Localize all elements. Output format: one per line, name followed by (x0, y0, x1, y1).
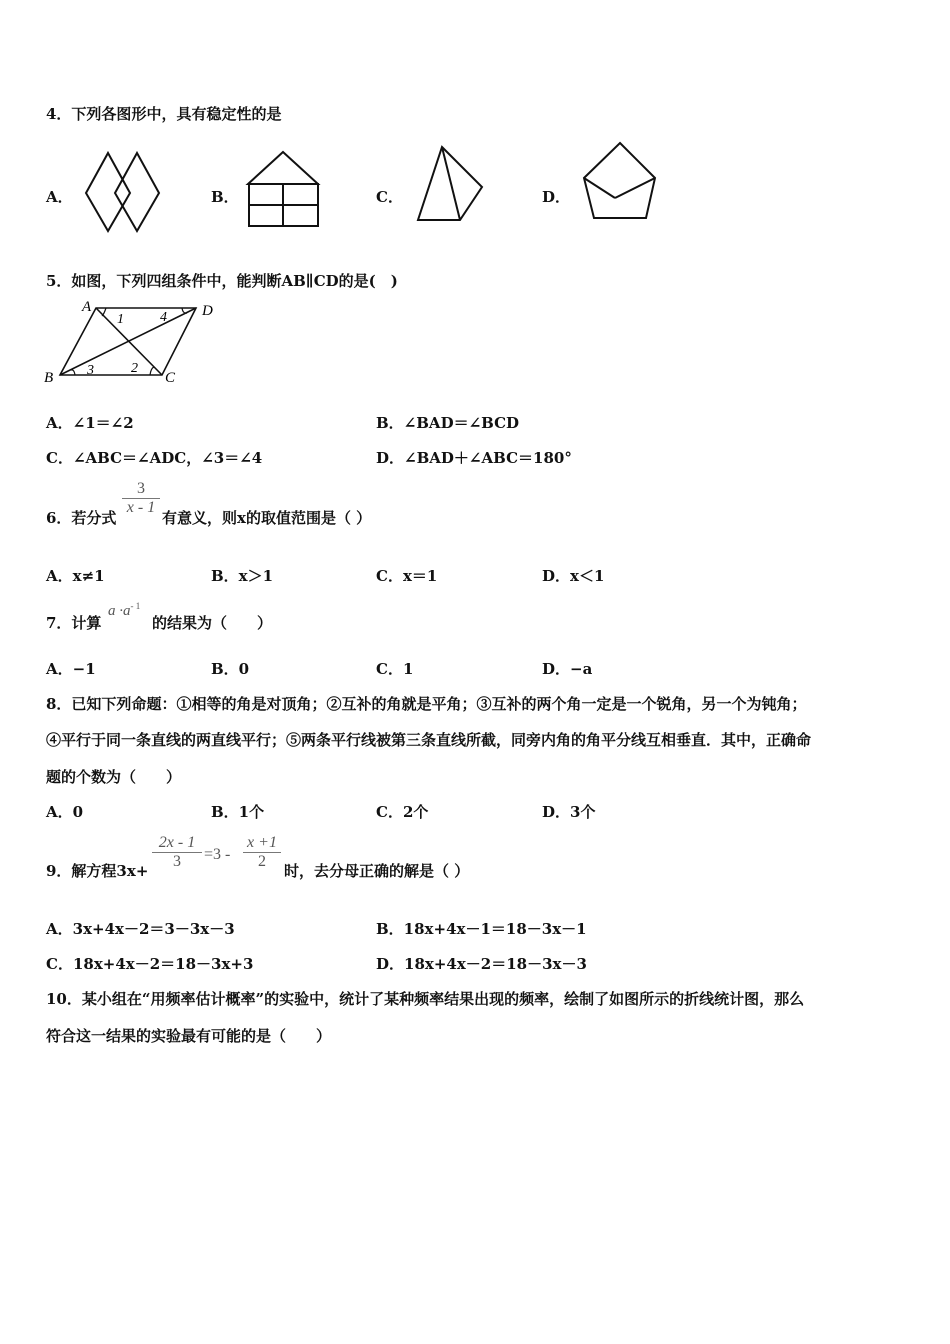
q8-option-d[interactable]: D．3个 (542, 803, 596, 821)
q6-option-d[interactable]: D．x＜1 (542, 567, 605, 585)
q10-line-1: 10．某小组在“用频率估计概率”的实验中，统计了某种频率结果出现的频率，绘制了如图所示的折线统计图，那么 (46, 990, 805, 1008)
q8-option-c[interactable]: C．2个 (376, 803, 429, 821)
q5-angle-1: 1 (117, 312, 124, 327)
q6-option-a[interactable]: A．x≠1 (46, 567, 105, 585)
q10-line-2: 符合这一结果的实验最有可能的是（ ） (46, 1027, 332, 1045)
q9-fraction-1 (152, 834, 202, 871)
q7-option-b[interactable]: B．0 (211, 660, 250, 678)
q5-angle-2: 2 (131, 361, 138, 376)
q9-option-a[interactable]: A．3x+4x－2＝3－3x－3 (46, 920, 235, 938)
q7-option-d[interactable]: D．−a (542, 660, 593, 678)
q5-option-b[interactable]: B．∠BAD＝∠BCD (376, 414, 520, 432)
q6-option-c[interactable]: C．x＝1 (376, 567, 438, 585)
q4-figure-d-pentagon-envelope (582, 140, 660, 222)
q5-label-a: A (82, 299, 92, 315)
q8-line-3: 题的个数为（ ） (46, 768, 182, 786)
q8-option-b[interactable]: B．1个 (211, 803, 265, 821)
q9-option-d[interactable]: D．18x+4x－2＝18－3x－3 (376, 955, 587, 973)
q5-option-d[interactable]: D．∠BAD＋∠ABC＝180° (376, 449, 572, 467)
q4-option-c-label[interactable]: C． (376, 188, 403, 206)
q9-fraction-2-numerator: x +1 (247, 834, 277, 851)
q5-parallelogram-figure (40, 298, 230, 390)
q7-expression-base: a ·a (108, 603, 131, 619)
q9-fraction-2-denominator: 2 (258, 853, 266, 870)
q9-fraction-1-numerator: 2x - 1 (158, 834, 196, 851)
q6-suffix: 有意义，则x的取值范围是（ ） (162, 509, 372, 527)
q6-option-b[interactable]: B．x＞1 (211, 567, 274, 585)
q5-option-c[interactable]: C．∠ABC＝∠ADC，∠3＝∠4 (46, 449, 263, 467)
q7-prefix: 7．计算 (46, 614, 102, 632)
q9-prefix: 9．解方程3x+ (46, 862, 149, 880)
q4-figure-a-two-rhombuses (84, 150, 164, 234)
q8-line-1: 8．已知下列命题：①相等的角是对顶角；②互补的角就是平角；③互补的两个角一定是一个锐角，另一个为钝角； (46, 695, 807, 713)
q4-figure-c-tetrahedron (414, 144, 488, 224)
q4-option-d-label[interactable]: D． (542, 188, 571, 206)
q7-option-a[interactable]: A．−1 (46, 660, 96, 678)
q5-stem: 5．如图，下列四组条件中，能判断AB∥CD的是( ) (46, 272, 398, 290)
q4-figure-b-house (246, 150, 322, 230)
q9-fraction-1-denominator: 3 (173, 853, 181, 870)
q8-option-a[interactable]: A．0 (46, 803, 84, 821)
q7-option-c[interactable]: C．1 (376, 660, 414, 678)
q5-angle-4: 4 (160, 310, 167, 325)
q5-option-a[interactable]: A．∠1＝∠2 (46, 414, 134, 432)
q9-suffix: 时，去分母正确的解是（ ） (284, 862, 470, 880)
q5-label-c: C (165, 370, 176, 386)
q6-prefix: 6．若分式 (46, 509, 117, 527)
q9-option-b[interactable]: B．18x+4x－1＝18－3x－1 (376, 920, 587, 938)
q4-stem: 4．下列各图形中，具有稳定性的是 (46, 105, 282, 123)
q5-label-d: D (202, 303, 213, 319)
q6-fraction-denominator: x - 1 (126, 499, 156, 516)
q7-suffix: 的结果为（ ） (152, 614, 273, 632)
q9-middle: =3 - (204, 846, 231, 863)
q4-option-b-label[interactable]: B． (211, 188, 239, 206)
q6-fraction (122, 480, 160, 517)
q5-angle-3: 3 (87, 363, 94, 378)
q7-expression-exponent: - 1 (130, 601, 141, 611)
q9-option-c[interactable]: C．18x+4x－2＝18－3x+3 (46, 955, 254, 973)
q7-expression (108, 601, 140, 620)
q8-line-2: ④平行于同一条直线的两直线平行；⑤两条平行线被第三条直线所截，同旁内角的角平分线互相垂直．其中，正确命 (46, 731, 812, 749)
q5-label-b: B (44, 370, 54, 386)
q4-option-a-label[interactable]: A． (46, 188, 73, 206)
q9-fraction-2 (243, 834, 281, 871)
q6-fraction-numerator: 3 (137, 480, 145, 497)
